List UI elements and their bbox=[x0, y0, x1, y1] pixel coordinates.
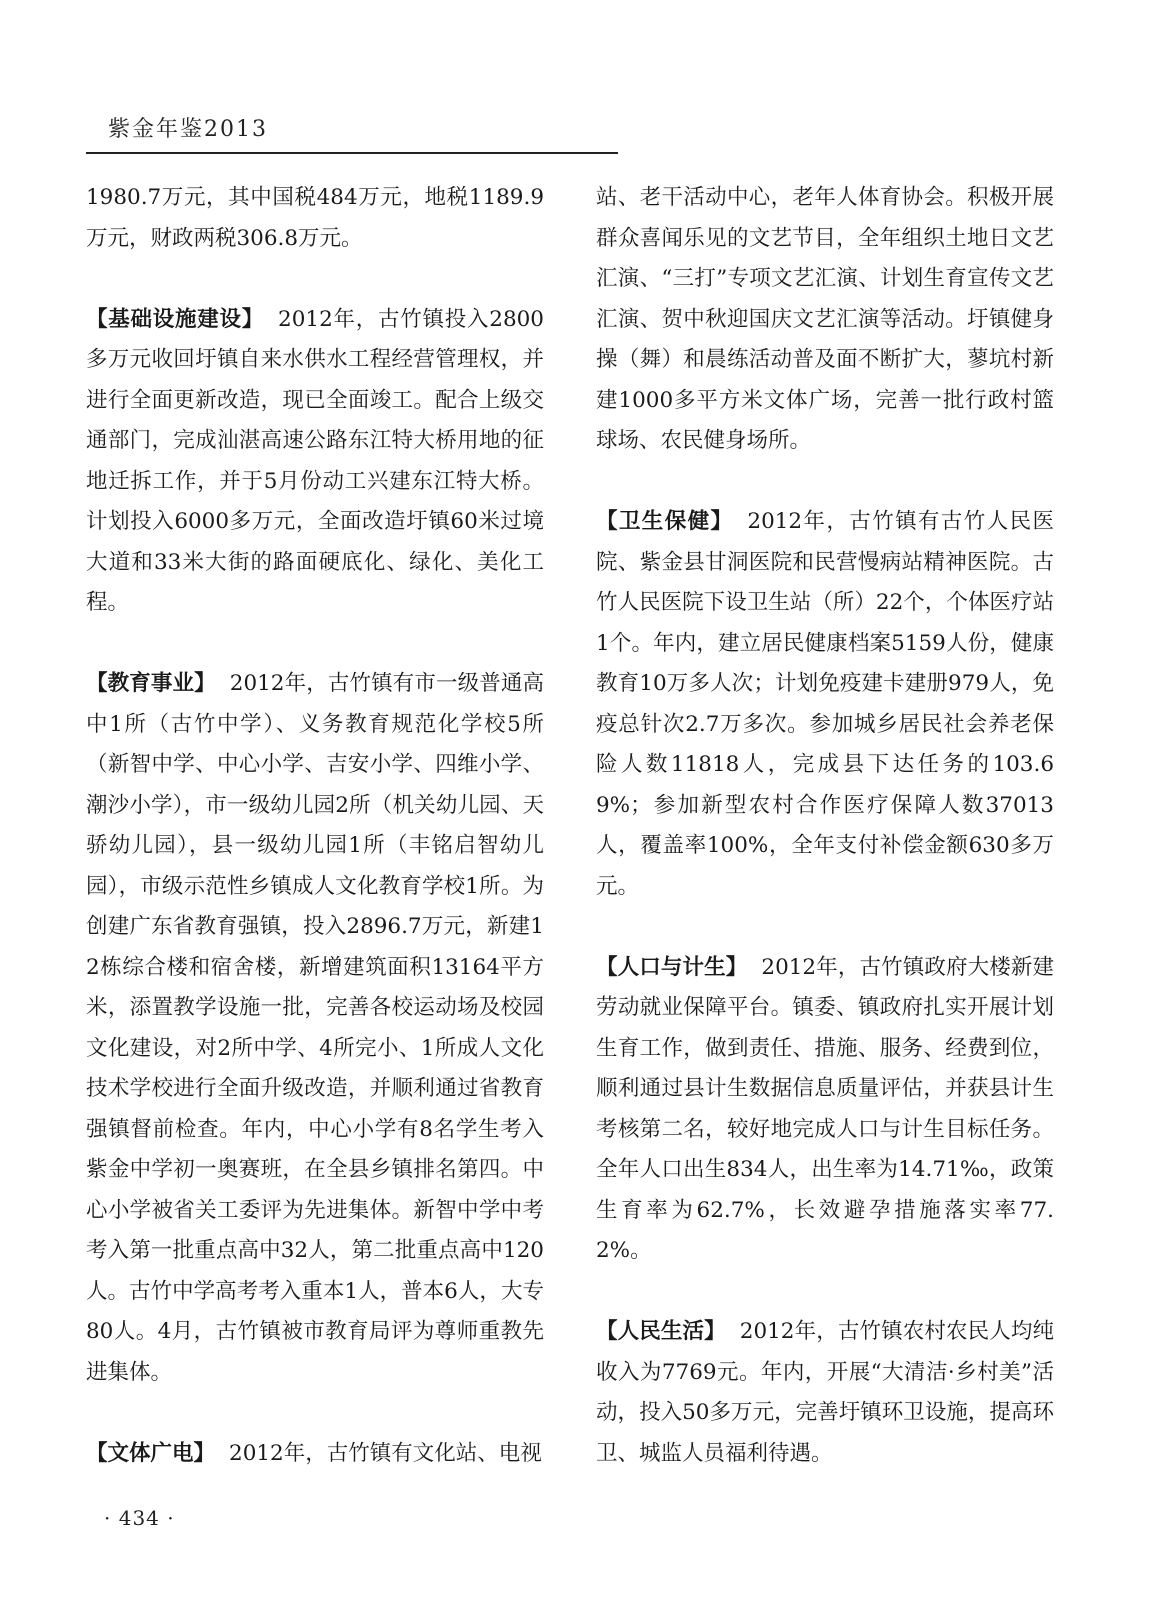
section-heading: 【卫生保健】 bbox=[596, 509, 734, 534]
section-heading: 【基础设施建设】 bbox=[86, 306, 265, 332]
section-education bbox=[86, 664, 544, 1393]
section-culture-sports bbox=[86, 1434, 544, 1475]
section-heading: 【文体广电】 bbox=[86, 1440, 216, 1466]
section-body: 2012年，古竹镇有古竹人民医院、紫金县甘洞医院和民营慢病站精神医院。古竹人民医院下设卫生站（所）22个，个体医疗站1个。年内，建立居民健康档案5159人份，健康教育10万多人次；计划免疫建卡建册979人，免疫总针次2.7万多次。参加城乡居民社会养老保险人数11818人，完成县下达任务的103.69%；参加新型农村合作医疗保障人数37013人，覆盖率100%，全年支付补偿金额630多万元。 bbox=[596, 509, 1054, 899]
left-continuation-paragraph: 1980.7万元，其中国税484万元，地税1189.9万元，财政两税306.8万元。 bbox=[86, 185, 544, 251]
section-body: 2012年，古竹镇投入2800多万元收回圩镇自来水供水工程经营管理权，并进行全面更新改造，现已全面竣工。配合上级交通部门，完成汕湛高速公路东江特大桥用地的征地迁拆工作，并于5月份动工兴建东江特大桥。计划投入6000多万元，全面改造圩镇60米过境大道和33米大街的路面硬底化、绿化、美化工程。 bbox=[86, 306, 544, 615]
section-body: 2012年，古竹镇农村农民人均纯收入为7769元。年内，开展“大清洁·乡村美”活动，投入50多万元，完善圩镇环卫设施，提高环卫、城监人员福利待遇。 bbox=[596, 1319, 1054, 1466]
section-heading: 【教育事业】 bbox=[86, 671, 216, 696]
page-number: · 434 · bbox=[104, 1506, 175, 1530]
section-body: 2012年，古竹镇有文化站、电视 bbox=[229, 1440, 542, 1466]
right-continuation-paragraph: 站、老干活动中心，老年人体育协会。积极开展群众喜闻乐见的文艺节目，全年组织土地日文艺汇演、“三打”专项文艺汇演、计划生育宣传文艺汇演、贺中秋迎国庆文艺汇演等活动。圩镇健身操（舞）和晨练活动普及面不断扩大，蓼坑村新建1000多平方米文体广场，完善一批行政村篮球场、农民健身场所。 bbox=[596, 185, 1054, 453]
section-heading: 【人口与计生】 bbox=[596, 954, 748, 980]
left-column bbox=[86, 178, 544, 1474]
running-header: 紫金年鉴2013 bbox=[108, 117, 268, 142]
header-rule bbox=[86, 152, 618, 154]
section-people-life bbox=[596, 1312, 1054, 1474]
section-body: 2012年，古竹镇政府大楼新建劳动就业保障平台。镇委、镇政府扎实开展计划生育工作，做到责任、措施、服务、经费到位，顺利通过县计生数据信息质量评估，并获县计生考核第二名，较好地完成人口与计生目标任务。全年人口出生834人，出生率为14.71‰，政策生育率为62.7%，长效避孕措施落实率77.2%。 bbox=[596, 954, 1054, 1263]
section-population-planning bbox=[596, 948, 1054, 1272]
right-column bbox=[596, 178, 1054, 1474]
section-body: 2012年，古竹镇有市一级普通高中1所（古竹中学）、义务教育规范化学校5所（新智中学、中心小学、吉安小学、四维小学、潮沙小学），市一级幼儿园2所（机关幼儿园、天骄幼儿园），县一级幼儿园1所（丰铭启智幼儿园），市级示范性乡镇成人文化教育学校1所。为创建广东省教育强镇，投入2896.7万元，新建12栋综合楼和宿舍楼，新增建筑面积13164平方米，添置教学设施一批，完善各校运动场及校园文化建设，对2所中学、4所完小、1所成人文化技术学校进行全面升级改造，并顺利通过省教育强镇督前检查。年内，中心小学有8名学生考入紫金中学初一奥赛班，在全县乡镇排名第四。中心小学被省关工委评为先进集体。新智中学中考考入第一批重点高中32人，第二批重点高中120人。古竹中学高考考入重本1人，普本6人，大专80人。4月，古竹镇被市教育局评为尊师重教先进集体。 bbox=[86, 671, 544, 1385]
section-infrastructure bbox=[86, 300, 544, 624]
section-heading: 【人民生活】 bbox=[596, 1319, 726, 1344]
section-health bbox=[596, 502, 1054, 907]
